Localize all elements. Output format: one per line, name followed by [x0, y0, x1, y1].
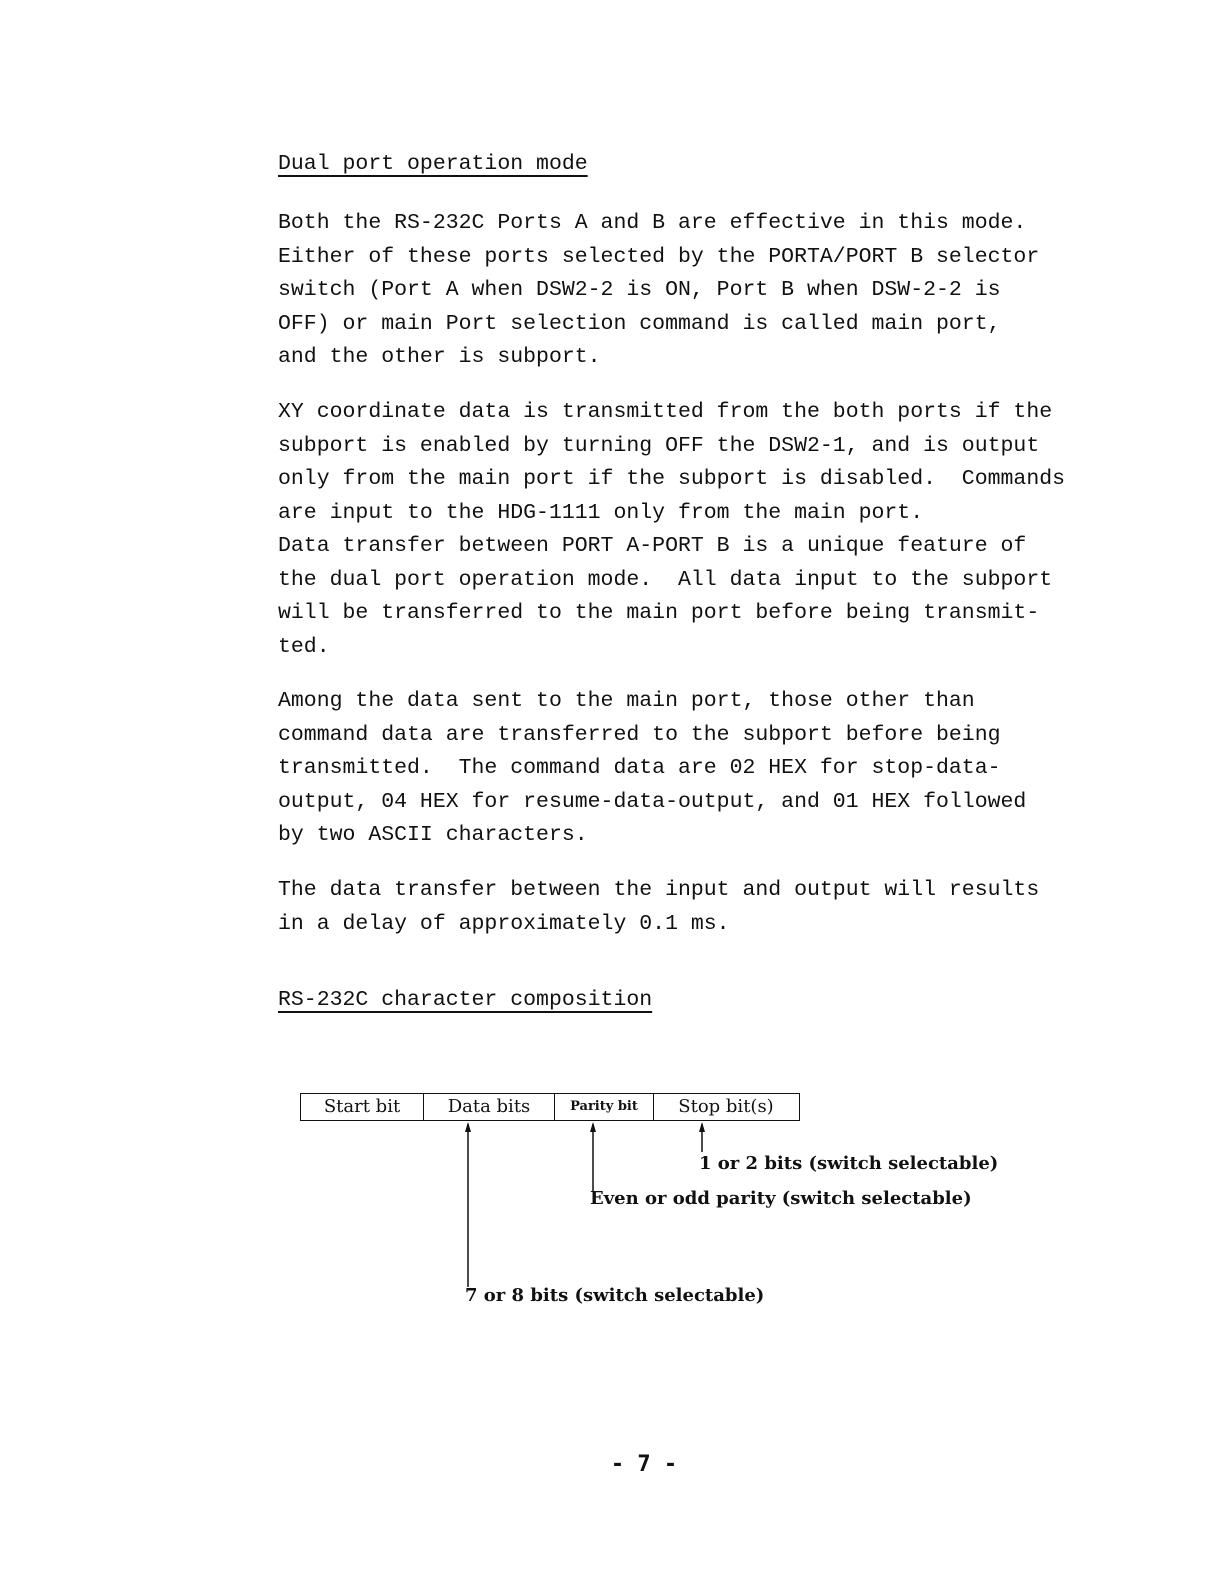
text-line: Data transfer between PORT A-PORT B is a unique feature of [278, 534, 1027, 558]
page-number: - 7 - [610, 1452, 678, 1477]
text-line: output, 04 HEX for resume-data-output, and 01 HEX followed [278, 789, 1027, 814]
frame-cell-stop-bits: Stop bit(s) [678, 1096, 774, 1117]
text-line: Either of these ports selected by the PORTA/PORT B selector [278, 244, 1040, 269]
arrowhead-data-bits [465, 1122, 471, 1132]
text-line: OFF) or main Port selection command is called main port, [278, 311, 1001, 336]
section-heading-rs232c: RS-232C character composition [278, 988, 653, 1012]
text-line: Among the data sent to the main port, those other than [278, 689, 975, 713]
text-line: Both the RS-232C Ports A and B are effective in this mode. [278, 211, 1027, 235]
text-line: switch (Port A when DSW2-2 is ON, Port B when DSW-2-2 is [278, 278, 1001, 302]
arrowhead-stop-bits [699, 1122, 705, 1132]
text-line: are input to the HDG-1111 only from the main port. [278, 500, 924, 525]
arrowhead-parity-bit [590, 1122, 596, 1132]
note-data-bits: 7 or 8 bits (switch selectable) [465, 1285, 765, 1306]
text-line: XY coordinate data is transmitted from the both ports if the [278, 400, 1053, 424]
text-line: and the other is subport. [278, 345, 601, 369]
text-line: command data are transferred to the subport before being [278, 722, 1001, 747]
note-parity: Even or odd parity (switch selectable) [590, 1188, 972, 1209]
note-stop-bits: 1 or 2 bits (switch selectable) [699, 1153, 999, 1174]
text-line: by two ASCII characters. [278, 823, 588, 847]
text-line: subport is enabled by turning OFF the DSW2-1, and is output [278, 433, 1040, 458]
text-line: transmitted. The command data are 02 HEX for stop-data- [278, 756, 1001, 780]
text-line: only from the main port if the subport is disabled. Commands [278, 467, 1066, 491]
frame-cell-data-bits: Data bits [424, 1094, 555, 1120]
frame-cell-start-bit: Start bit [301, 1094, 424, 1120]
text-line: The data transfer between the input and output will results [278, 878, 1040, 902]
text-line: in a delay of approximately 0.1 ms. [278, 911, 730, 936]
text-line: ted. [278, 634, 330, 659]
text-line: the dual port operation mode. All data input to the subport [278, 567, 1053, 592]
frame-cell-parity-bit: Parity bit [555, 1094, 654, 1120]
section-heading-dual-port: Dual port operation mode [278, 152, 588, 176]
text-line: will be transferred to the main port before being transmit- [278, 601, 1040, 625]
